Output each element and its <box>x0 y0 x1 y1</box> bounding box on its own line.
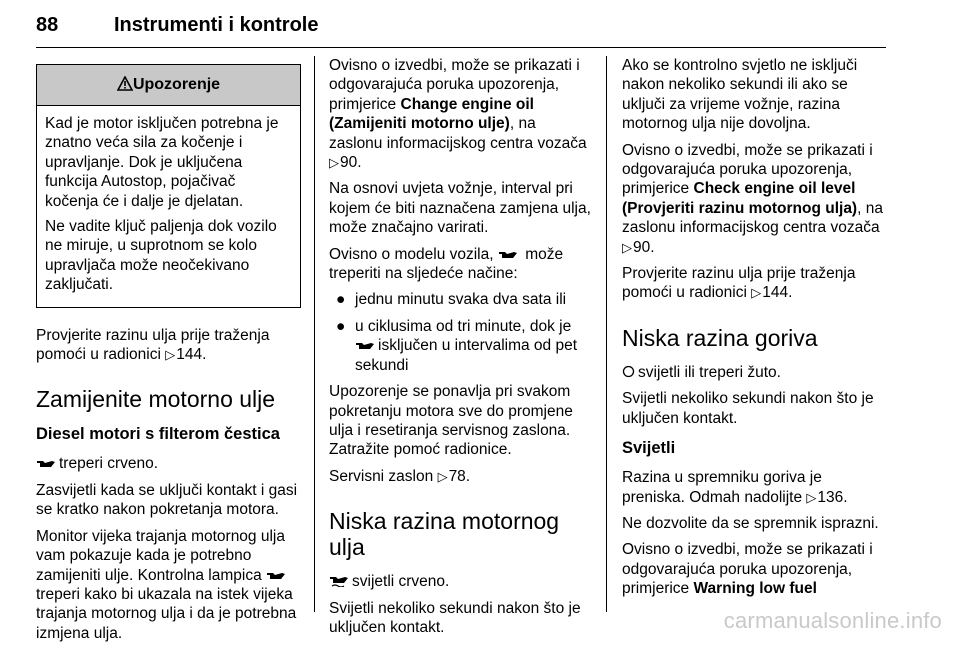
page-ref: 90. <box>340 154 362 172</box>
text: , na zaslonu informacijskog centra vozača <box>622 199 883 237</box>
paragraph: Ne dozvolite da se spremnik isprazni. <box>622 514 879 532</box>
warning-body <box>37 106 300 307</box>
paragraph: Ako se kontrolno svjetlo ne isključi nakon nekoliko sekundi ili ako se uključi za vrijeme vožnje, razina motornog ulja nije dovoljna. <box>622 57 858 133</box>
section-title: Instrumenti i kontrole <box>114 14 319 36</box>
bullet-list <box>329 290 591 375</box>
page-ref-arrow-icon: ▷ <box>329 155 339 171</box>
paragraph <box>36 326 301 365</box>
text: Razina u spremniku goriva je preniska. Odmah nadolijte <box>622 469 822 506</box>
header-rule <box>36 47 886 48</box>
paragraph: Svijetli nekoliko sekundi nakon što je uključen kontakt. <box>329 599 581 636</box>
page-ref-arrow-icon: ▷ <box>622 239 632 255</box>
paragraph <box>622 363 887 382</box>
paragraph <box>622 540 887 598</box>
page-ref: 144. <box>176 346 207 364</box>
fuel-pump-icon <box>622 365 635 378</box>
paragraph: Na osnovi uvjeta vožnje, interval pri kojem će biti naznačena zamjena ulja, može značajno varirati. <box>329 180 591 237</box>
oil-can-icon <box>498 249 518 260</box>
text: isključen u intervalima od pet sekundi <box>355 337 578 374</box>
subheading-diesel: Diesel motori s filterom čestica <box>36 425 280 444</box>
message-text: Check engine oil level (Provjeriti razinu motornog ulja) <box>622 180 858 217</box>
paragraph: Zasvijetli kada se uključi kontakt i gasi se kratko nakon pokretanja motora. <box>36 481 298 519</box>
oil-level-icon <box>329 575 349 587</box>
warning-title: Upozorenje <box>132 76 221 93</box>
text: Provjerite razinu ulja prije traženja pomoći u radionici <box>36 326 270 364</box>
page-ref-arrow-icon: ▷ <box>165 347 176 363</box>
text: treperi crveno. <box>59 455 159 473</box>
warning-paragraph: Kad je motor isključen potrebna je znatno veća sila za kočenje i upravljanje. Dok je uključena funkcija Autostop, pojačivač kočenja će i dalje je djelatan. <box>45 115 279 210</box>
text: jednu minutu svaka dva sata ili <box>355 291 567 309</box>
warning-box <box>36 64 301 308</box>
text: Ovisno o izvedbi, može se prikazati i odgovarajuća poruka upozorenja, primjerice <box>622 541 873 598</box>
paragraph <box>622 468 887 507</box>
paragraph <box>622 264 887 303</box>
page-ref-arrow-icon: ▷ <box>751 285 762 301</box>
paragraph <box>36 527 301 643</box>
column-1 <box>36 56 301 650</box>
heading-change-oil: Zamijenite motorno ulje <box>36 386 276 413</box>
text: Ovisno o izvedbi, može se prikazati i odgovarajuća poruka upozorenja, primjerice <box>329 57 580 113</box>
subheading-lights: Svijetli <box>622 439 676 458</box>
page-header <box>36 14 886 48</box>
bullet-icon: ● <box>336 317 346 335</box>
paragraph <box>622 141 887 257</box>
page-number: 88 <box>36 14 59 36</box>
oil-can-icon <box>266 570 286 581</box>
page-ref-arrow-icon: ▷ <box>806 489 817 505</box>
paragraph <box>36 454 301 473</box>
page-ref: 136. <box>817 488 848 506</box>
text: svijetli ili treperi žuto. <box>638 363 781 381</box>
page-ref: 144. <box>762 284 793 302</box>
text: Ovisno o izvedbi, može se prikazati i odgovarajuća poruka upozorenja, primjerice <box>622 141 873 198</box>
column-3 <box>622 56 887 606</box>
paragraph: Svijetli nekoliko sekundi nakon što je uključen kontakt. <box>622 390 874 427</box>
paragraph <box>329 56 591 172</box>
message-text: Warning low fuel <box>693 580 817 598</box>
text: Servisni zaslon <box>329 467 434 485</box>
paragraph <box>329 572 591 591</box>
list-item <box>329 290 591 309</box>
text: može treperiti na sljedeće načine: <box>329 245 564 283</box>
page-ref-arrow-icon: ▷ <box>437 468 448 484</box>
heading-low-fuel: Niska razina goriva <box>622 324 818 351</box>
message-text: Change engine oil (Zamijeniti motorno ulje) <box>329 95 534 133</box>
heading-low-oil: Niska razina motornog ulja <box>329 508 560 561</box>
watermark: carmanualsonline.info <box>723 608 942 633</box>
text: svijetli crveno. <box>352 573 450 591</box>
oil-can-icon <box>36 458 56 469</box>
list-item <box>329 317 591 375</box>
column-2 <box>329 56 591 644</box>
paragraph: Upozorenje se ponavlja pri svakom pokretanju motora sve do promjene ulja i resetiranja servisnog zaslona. Zatražite pomoć radionice. <box>329 383 573 459</box>
page-ref: 78. <box>448 467 471 485</box>
text: treperi kako bi ukazala na istek vijeka trajanja motornog ulja i da je potrebna izmjena ulja. <box>36 585 297 642</box>
page-ref: 90. <box>633 238 655 256</box>
text: Provjerite razinu ulja prije traženja pomoći u radionici <box>622 265 856 302</box>
paragraph <box>329 245 591 284</box>
bullet-icon: ● <box>336 291 346 309</box>
column-divider <box>314 56 315 612</box>
warning-header <box>37 65 300 106</box>
text: Ovisno o modelu vozila, <box>329 245 494 263</box>
oil-can-icon <box>355 340 375 351</box>
warning-triangle-icon <box>117 76 133 91</box>
column-divider <box>606 56 607 612</box>
text: , na zaslonu informacijskog centra vozača <box>329 115 587 152</box>
text: u ciklusima od tri minute, dok je <box>355 317 572 335</box>
paragraph <box>329 467 591 486</box>
warning-paragraph: Ne vadite ključ paljenja dok vozilo ne miruje, u suprotnom se kolo upravljača može neočekivano zaključati. <box>45 218 277 294</box>
text: Monitor vijeka trajanja motornog ulja vam pokazuje kada je potrebno zamijeniti ulje. Kontrolna lampica <box>36 527 285 584</box>
